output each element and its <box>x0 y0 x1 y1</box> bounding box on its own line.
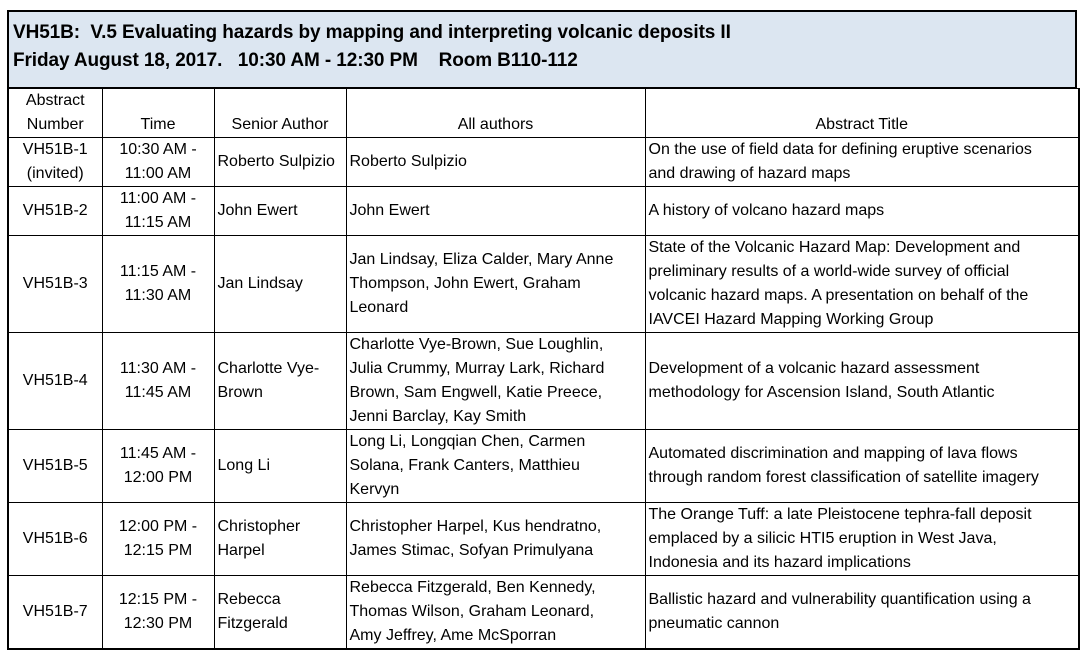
table-row <box>8 187 1079 236</box>
time-cell <box>102 503 214 576</box>
all-authors-cell-line: Jenni Barclay, Kay Smith <box>349 408 527 425</box>
abstract-number-cell <box>8 430 102 503</box>
time-cell <box>102 430 214 503</box>
table-row <box>8 430 1079 503</box>
column-header-abstract-number: Abstract Number <box>8 89 102 138</box>
all-authors-cell-line: Charlotte Vye-Brown, Sue Loughlin, <box>349 336 604 353</box>
column-header-all-authors: All authors <box>346 89 645 138</box>
senior-author-cell <box>214 430 346 503</box>
time-cell <box>102 576 214 650</box>
abstract-number-cell <box>8 236 102 333</box>
all-authors-cell <box>346 576 645 650</box>
abstracts-table <box>7 88 1080 650</box>
senior-author-cell-line: Roberto Sulpizio <box>217 153 335 170</box>
all-authors-cell-line: Thompson, John Ewert, Graham <box>349 275 581 292</box>
all-authors-cell-line: Amy Jeffrey, Ame McSporran <box>349 627 557 644</box>
abstract-title-cell-line: Indonesia and its hazard implications <box>648 554 911 571</box>
abstract-title-cell-line: preliminary results of a world-wide survey of official <box>648 263 1010 280</box>
abstract-number-cell-line: VH51B-6 <box>22 530 88 547</box>
abstract-title-cell-line: methodology for Ascension Island, South Atlantic <box>648 384 995 401</box>
all-authors-cell-line: Christopher Harpel, Kus hendratno, <box>349 518 602 535</box>
column-header-time: Time <box>102 89 214 138</box>
all-authors-cell-line: Kervyn <box>349 481 400 498</box>
time-cell-line: 11:45 AM <box>124 384 192 401</box>
abstract-number-cell <box>8 187 102 236</box>
abstract-title-cell-line: Development of a volcanic hazard assessment <box>648 360 980 377</box>
abstract-number-cell-line: VH51B-5 <box>22 457 88 474</box>
all-authors-cell-line: Thomas Wilson, Graham Leonard, <box>349 603 595 620</box>
time-cell-line: 11:15 AM - <box>119 263 197 280</box>
all-authors-cell-line: Leonard <box>349 299 409 316</box>
all-authors-cell-line: Julia Crummy, Murray Lark, Richard <box>349 360 605 377</box>
table-row <box>8 236 1079 333</box>
abstract-number-cell <box>8 333 102 430</box>
all-authors-cell-line: Roberto Sulpizio <box>349 153 467 170</box>
abstract-title-cell-line: volcanic hazard maps. A presentation on behalf of the <box>648 287 1029 304</box>
abstract-number-cell-line: VH51B-4 <box>22 372 88 389</box>
senior-author-cell-line: Charlotte Vye- <box>217 360 320 377</box>
abstract-title-cell <box>645 503 1079 576</box>
time-cell <box>102 333 214 430</box>
all-authors-cell <box>346 187 645 236</box>
abstract-title-cell-line: On the use of field data for defining eruptive scenarios <box>648 141 1032 158</box>
table-row <box>8 576 1079 650</box>
abstract-title-cell-line: IAVCEI Hazard Mapping Working Group <box>648 311 934 328</box>
abstract-number-cell <box>8 503 102 576</box>
abstract-title-cell <box>645 430 1079 503</box>
abstract-number-cell-line: VH51B-3 <box>22 275 88 292</box>
abstract-title-cell-line: and drawing of hazard maps <box>648 165 851 182</box>
time-cell <box>102 138 214 187</box>
all-authors-cell-line: Rebecca Fitzgerald, Ben Kennedy, <box>349 579 596 596</box>
time-cell-line: 12:00 PM - <box>118 518 198 535</box>
abstract-title-cell-line: State of the Volcanic Hazard Map: Development and <box>648 239 1021 256</box>
time-cell-line: 11:30 AM - <box>119 360 197 377</box>
senior-author-cell-line: John Ewert <box>217 202 298 219</box>
senior-author-cell-line: Christopher <box>217 518 301 535</box>
time-cell-line: 11:00 AM - <box>119 190 197 207</box>
time-cell-line: 11:30 AM <box>124 287 192 304</box>
all-authors-cell-line: Jan Lindsay, Eliza Calder, Mary Anne <box>349 251 614 268</box>
senior-author-cell-line: Rebecca <box>217 591 281 608</box>
all-authors-cell-line: James Stimac, Sofyan Primulyana <box>349 542 594 559</box>
abstract-title-cell-line: Ballistic hazard and vulnerability quantification using a <box>648 591 1031 608</box>
column-header-senior-author: Senior Author <box>214 89 346 138</box>
session-info: Friday August 18, 2017. 10:30 AM - 12:30 PM Room B110-112 <box>13 50 578 71</box>
senior-author-cell-line: Jan Lindsay <box>217 275 303 292</box>
abstract-title-cell-line: The Orange Tuff: a late Pleistocene tephra-fall deposit <box>648 506 1032 523</box>
abstract-title-cell-line: through random forest classification of satellite imagery <box>648 469 1039 486</box>
all-authors-cell <box>346 503 645 576</box>
time-cell-line: 10:30 AM - <box>119 141 197 158</box>
all-authors-cell-line: Brown, Sam Engwell, Katie Preece, <box>349 384 603 401</box>
senior-author-cell <box>214 576 346 650</box>
table-row <box>8 503 1079 576</box>
session-header <box>7 10 1077 88</box>
senior-author-cell-line: Harpel <box>217 542 265 559</box>
all-authors-cell <box>346 236 645 333</box>
time-cell <box>102 236 214 333</box>
time-cell <box>102 187 214 236</box>
abstract-number-cell-line: (invited) <box>26 165 84 182</box>
time-cell-line: 12:15 PM - <box>118 591 198 608</box>
table-body <box>8 138 1079 650</box>
time-cell-line: 11:45 AM - <box>119 445 197 462</box>
abstract-title-cell <box>645 333 1079 430</box>
abstract-number-cell-line: VH51B-7 <box>22 603 88 620</box>
abstract-title-cell <box>645 576 1079 650</box>
senior-author-cell <box>214 138 346 187</box>
time-cell-line: 12:00 PM <box>123 469 193 486</box>
all-authors-cell <box>346 430 645 503</box>
time-cell-line: 12:30 PM <box>123 615 193 632</box>
abstract-number-cell <box>8 576 102 650</box>
table-row <box>8 138 1079 187</box>
abstract-title-cell-line: A history of volcano hazard maps <box>648 202 885 219</box>
abstract-title-cell <box>645 236 1079 333</box>
senior-author-cell-line: Brown <box>217 384 263 401</box>
all-authors-cell-line: Solana, Frank Canters, Matthieu <box>349 457 580 474</box>
senior-author-cell <box>214 503 346 576</box>
abstract-number-cell <box>8 138 102 187</box>
abstract-title-cell-line: pneumatic cannon <box>648 615 780 632</box>
senior-author-cell <box>214 333 346 430</box>
senior-author-cell-line: Fitzgerald <box>217 615 288 632</box>
senior-author-cell-line: Long Li <box>217 457 270 474</box>
all-authors-cell-line: Long Li, Longqian Chen, Carmen <box>349 433 586 450</box>
time-cell-line: 11:15 AM <box>124 214 192 231</box>
all-authors-cell-line: John Ewert <box>349 202 430 219</box>
all-authors-cell <box>346 138 645 187</box>
abstract-title-cell <box>645 187 1079 236</box>
senior-author-cell <box>214 236 346 333</box>
table-row <box>8 333 1079 430</box>
abstract-title-cell-line: emplaced by a silicic HTI5 eruption in West Java, <box>648 530 997 547</box>
table-header-row <box>8 89 1079 138</box>
time-cell-line: 11:00 AM <box>124 165 192 182</box>
all-authors-cell <box>346 333 645 430</box>
time-cell-line: 12:15 PM <box>123 542 193 559</box>
senior-author-cell <box>214 187 346 236</box>
abstract-title-cell-line: Automated discrimination and mapping of lava flows <box>648 445 1018 462</box>
session-title: VH51B: V.5 Evaluating hazards by mapping and interpreting volcanic deposits II <box>13 22 731 43</box>
abstract-title-cell <box>645 138 1079 187</box>
abstract-number-cell-line: VH51B-1 <box>22 141 88 158</box>
column-header-abstract-title: Abstract Title <box>645 89 1079 138</box>
abstract-number-cell-line: VH51B-2 <box>22 202 88 219</box>
